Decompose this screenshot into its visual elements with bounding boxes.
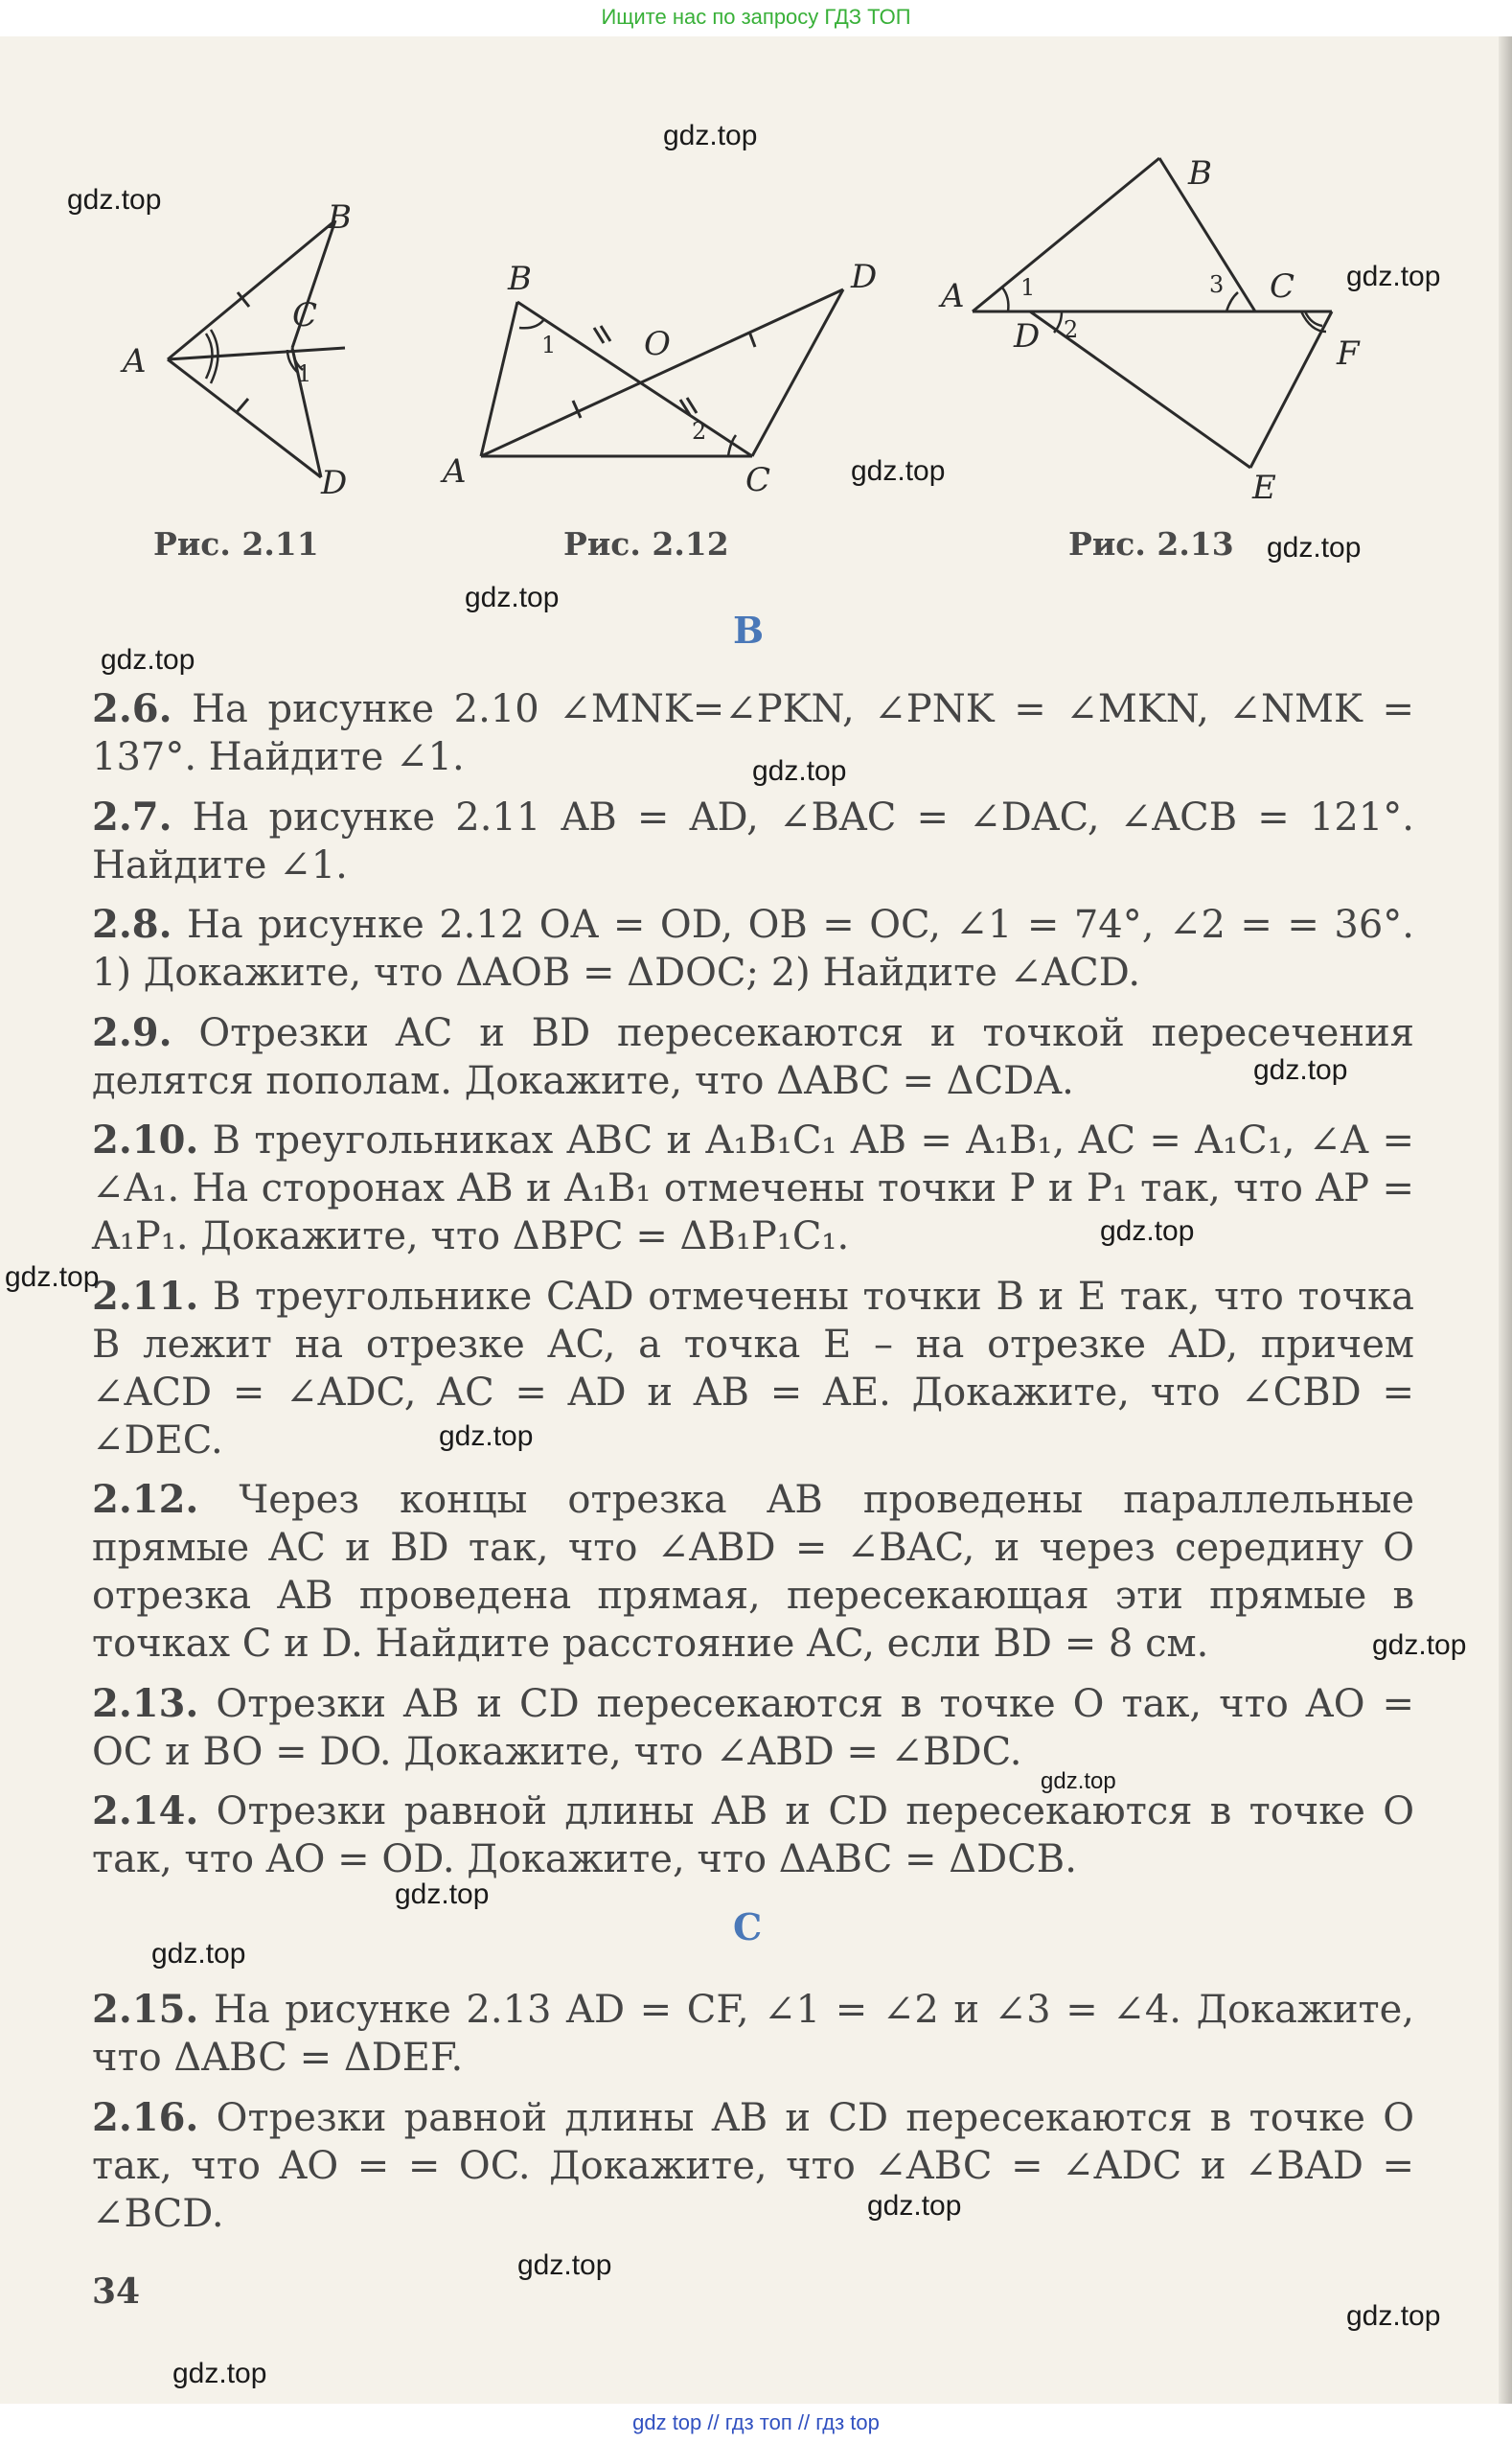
problem-text: Отрезки AC и BD пересекаются и точкой пересечения делятся пополам. Докажите, что ΔABC = ΔCDA. bbox=[92, 1011, 1414, 1103]
problem-text: На рисунке 2.13 AD = CF, ∠1 = ∠2 и ∠3 = ∠4. Докажите, что ΔABC = ΔDEF. bbox=[92, 1988, 1414, 2080]
watermark: gdz.top bbox=[752, 755, 847, 787]
problem-number: 2.14. bbox=[92, 1788, 199, 1833]
fig-2-13-angle-1: 1 bbox=[1020, 274, 1036, 301]
fig-2-12-label-o: O bbox=[644, 325, 671, 363]
watermark: gdz.top bbox=[67, 184, 162, 216]
problem-2-7 bbox=[92, 794, 1414, 889]
watermark: gdz.top bbox=[395, 1878, 490, 1910]
watermark: gdz.top bbox=[1372, 1629, 1467, 1661]
fig-2-12-label-b: B bbox=[508, 260, 532, 298]
figure-2-13 bbox=[929, 144, 1370, 508]
watermark: gdz.top bbox=[465, 582, 560, 613]
problem-text: На рисунке 2.10 ∠MNK=∠PKN, ∠PNK = ∠MKN, ∠NMK = 137°. Найдите ∠1. bbox=[92, 687, 1414, 779]
fig-2-11-label-d: D bbox=[321, 464, 348, 502]
watermark: gdz.top bbox=[1253, 1054, 1348, 1086]
bottom-banner[interactable]: gdz top // гдз топ // гдз top bbox=[0, 2404, 1512, 2443]
problem-2-16 bbox=[92, 2094, 1414, 2238]
fig-2-11-label-c: C bbox=[292, 296, 318, 334]
problem-number: 2.15. bbox=[92, 1987, 199, 2032]
problem-text: Через концы отрезка AB проведены параллельные прямые AC и BD так, что ∠ABD = ∠BAC, и через середину O отрезка AB проведена прямая, пересекающая эти прямые в точках C и D. Найдите расстояние AC, если BD = 8 см. bbox=[92, 1478, 1414, 1666]
fig-2-12-label-a: A bbox=[443, 452, 467, 491]
problem-number: 2.9. bbox=[92, 1010, 172, 1055]
problem-text: На рисунке 2.12 OA = OD, OB = OC, ∠1 = 74°, ∠2 = = 36°. 1) Докажите, что ΔAOB = ΔDOC; 2) Найдите ∠ACD. bbox=[92, 903, 1414, 995]
watermark: gdz.top bbox=[439, 1420, 534, 1452]
page-edge bbox=[1499, 36, 1512, 2404]
problem-2-10 bbox=[92, 1117, 1414, 1260]
watermark: gdz.top bbox=[151, 1938, 246, 1970]
problem-number: 2.8. bbox=[92, 902, 172, 947]
problem-number: 2.7. bbox=[92, 795, 172, 840]
fig-2-13-label-e: E bbox=[1252, 469, 1276, 507]
watermark: gdz.top bbox=[1100, 1215, 1195, 1247]
problem-2-12 bbox=[92, 1476, 1414, 1668]
watermark: gdz.top bbox=[663, 120, 758, 151]
fig-2-12-label-c: C bbox=[745, 461, 771, 499]
page-number: 34 bbox=[92, 2271, 141, 2312]
fig-2-11-label-a: A bbox=[123, 342, 147, 380]
problem-text: На рисунке 2.11 AB = AD, ∠BAC = ∠DAC, ∠ACB = 121°. Найдите ∠1. bbox=[92, 795, 1414, 887]
figure-2-11 bbox=[115, 192, 383, 502]
problem-text: Отрезки AB и CD пересекаются в точке O так, что AO = OC и BO = DO. Докажите, что ∠ABD = ∠BDC. bbox=[92, 1682, 1415, 1774]
fig-2-13-angle-3: 3 bbox=[1209, 271, 1225, 298]
fig-2-11-angle-1: 1 bbox=[297, 360, 312, 387]
watermark: gdz.top bbox=[5, 1261, 100, 1293]
watermark: gdz.top bbox=[101, 644, 195, 676]
fig-2-11-label-b: B bbox=[328, 198, 352, 237]
fig-2-13-label-f: F bbox=[1337, 334, 1360, 373]
problem-2-14 bbox=[92, 1787, 1414, 1883]
watermark: gdz.top bbox=[172, 2358, 267, 2389]
fig-2-12-label-d: D bbox=[851, 258, 878, 296]
fig-2-12-angle-1: 1 bbox=[541, 332, 557, 358]
fig-2-13-label-b: B bbox=[1188, 154, 1212, 193]
section-heading-b: B bbox=[733, 609, 765, 652]
problem-text: В треугольнике CAD отмечены точки B и E так, что точка B лежит на отрезке AC, а точка E – на отрезке AD, причем ∠ACD = ∠ADC, AC = AD и AB = AE. Докажите, что ∠CBD = ∠DEC. bbox=[92, 1275, 1415, 1463]
watermark: gdz.top bbox=[1346, 261, 1441, 292]
fig-2-13-label-a: A bbox=[941, 277, 965, 315]
problem-number: 2.10. bbox=[92, 1118, 199, 1163]
problem-text: Отрезки равной длины AB и CD пересекаются в точке O так, что AO = OD. Докажите, что ΔABC = ΔDCB. bbox=[92, 1789, 1415, 1881]
problem-number: 2.13. bbox=[92, 1681, 199, 1726]
watermark: gdz.top bbox=[1346, 2300, 1441, 2332]
problem-2-8 bbox=[92, 901, 1414, 997]
section-heading-c: C bbox=[733, 1905, 763, 1948]
fig-2-13-angle-2: 2 bbox=[1064, 316, 1079, 343]
fig-2-13-caption: Рис. 2.13 bbox=[1068, 525, 1234, 563]
problem-text: Отрезки равной длины AB и CD пересекаются в точке O так, что AO = = OC. Докажите, что ∠ABC = ∠ADC и ∠BAD = ∠BCD. bbox=[92, 2096, 1415, 2236]
problem-2-13 bbox=[92, 1680, 1414, 1776]
fig-2-13-label-d: D bbox=[1014, 317, 1041, 356]
watermark: gdz.top bbox=[517, 2249, 612, 2281]
problem-2-11 bbox=[92, 1273, 1414, 1464]
watermark: gdz.top bbox=[1041, 1768, 1116, 1794]
fig-2-11-caption: Рис. 2.11 bbox=[153, 525, 319, 563]
problem-text: В треугольниках ABC и A₁B₁C₁ AB = A₁B₁, AC = A₁C₁, ∠A = ∠A₁. На сторонах AB и A₁B₁ отмечены точки P и P₁ так, что AP = A₁P₁. Докажите, что ΔBPC = ΔB₁P₁C₁. bbox=[92, 1118, 1414, 1258]
problem-number: 2.11. bbox=[92, 1274, 199, 1319]
problem-2-15 bbox=[92, 1986, 1414, 2082]
problem-number: 2.12. bbox=[92, 1477, 199, 1522]
watermark: gdz.top bbox=[1267, 532, 1362, 564]
watermark: gdz.top bbox=[867, 2190, 962, 2222]
problem-number: 2.16. bbox=[92, 2095, 199, 2140]
fig-2-12-angle-2: 2 bbox=[692, 418, 707, 445]
fig-2-13-label-c: C bbox=[1270, 267, 1295, 306]
problem-number: 2.6. bbox=[92, 686, 172, 731]
watermark: gdz.top bbox=[851, 455, 946, 487]
top-banner[interactable]: Ищите нас по запросу ГДЗ ТОП bbox=[601, 5, 911, 29]
problem-2-9 bbox=[92, 1009, 1414, 1105]
figure-2-12 bbox=[441, 258, 878, 508]
fig-2-12-caption: Рис. 2.12 bbox=[563, 525, 729, 563]
